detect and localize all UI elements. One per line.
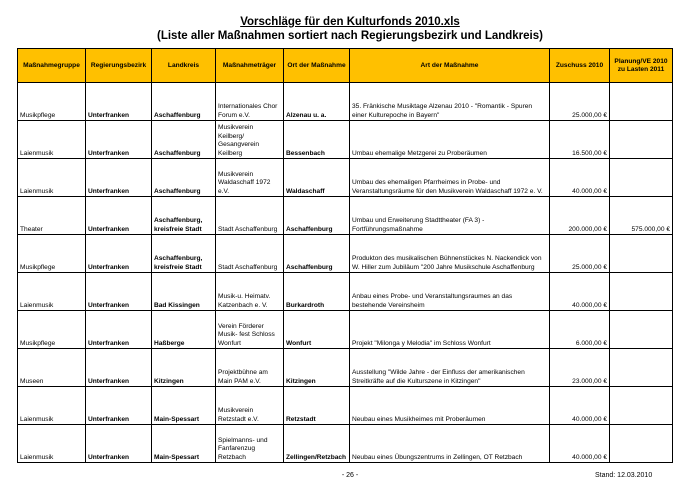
cell-regierungsbezirk: Unterfranken [86, 273, 152, 311]
col-header-massnahmetraeger: Maßnahmeträger [216, 49, 284, 83]
cell-art: Produkton des musikalischen Bühnenstückes N. Nackendick von W. Hiller zum Jubiläum "200 Jahre Musikschule Aschaffenburg [350, 235, 550, 273]
cell-planung [610, 83, 673, 121]
col-header-planung: Planung/VE 2010 zu Lasten 2011 [610, 49, 673, 83]
measures-table [17, 48, 673, 463]
document-subtitle: (Liste aller Maßnahmen sortiert nach Regierungsbezirk und Landkreis) [157, 30, 543, 42]
cell-zuschuss: 23.000,00 € [550, 349, 610, 387]
col-header-art: Art der Maßnahme [350, 49, 550, 83]
cell-massnahmetraeger: Musik-u. Heimatv. Katzenbach e. V. [216, 273, 284, 311]
cell-art: Umbau und Erweiterung Stadttheater (FA 3) - Fortführungsmaßnahme [350, 197, 550, 235]
cell-art: Projekt "Milonga y Melodia" im Schloss Wonfurt [350, 311, 550, 349]
cell-art: Umbau ehemalige Metzgerei zu Proberäumen [350, 121, 550, 159]
cell-landkreis: Main-Spessart [152, 387, 216, 425]
cell-zuschuss: 40.000,00 € [550, 425, 610, 463]
cell-regierungsbezirk: Unterfranken [86, 235, 152, 273]
table-row [18, 273, 673, 311]
cell-ort: Kitzingen [284, 349, 350, 387]
cell-zuschuss: 6.000,00 € [550, 311, 610, 349]
cell-massnahmetraeger: Stadt Aschaffenburg [216, 197, 284, 235]
col-header-regierungsbezirk: Regierungsbezirk [86, 49, 152, 83]
cell-zuschuss: 25.000,00 € [550, 235, 610, 273]
table-row [18, 349, 673, 387]
cell-massnahmetraeger: Verein Förderer Musik- fest Schloss Wonfurt [216, 311, 284, 349]
cell-ort: Aschaffenburg [284, 197, 350, 235]
cell-regierungsbezirk: Unterfranken [86, 159, 152, 197]
col-header-landkreis: Landkreis [152, 49, 216, 83]
cell-landkreis: Aschaffenburg [152, 83, 216, 121]
cell-planung [610, 311, 673, 349]
table-row [18, 425, 673, 463]
cell-massnahmegruppe: Laienmusik [18, 159, 86, 197]
cell-zuschuss: 16.500,00 € [550, 121, 610, 159]
cell-planung [610, 387, 673, 425]
cell-massnahmegruppe: Musikpflege [18, 311, 86, 349]
cell-massnahmegruppe: Laienmusik [18, 121, 86, 159]
cell-regierungsbezirk: Unterfranken [86, 425, 152, 463]
cell-landkreis: Bad Kissingen [152, 273, 216, 311]
cell-landkreis: Haßberge [152, 311, 216, 349]
cell-massnahmegruppe: Theater [18, 197, 86, 235]
cell-art: Neubau eines Übungszentrums in Zellingen, OT Retzbach [350, 425, 550, 463]
table-row [18, 311, 673, 349]
cell-massnahmetraeger: Musikverein Waldaschaff 1972 e.V. [216, 159, 284, 197]
cell-regierungsbezirk: Unterfranken [86, 387, 152, 425]
cell-planung [610, 159, 673, 197]
cell-regierungsbezirk: Unterfranken [86, 311, 152, 349]
cell-landkreis: Aschaffenburg, kreisfreie Stadt [152, 197, 216, 235]
cell-landkreis: Aschaffenburg, kreisfreie Stadt [152, 235, 216, 273]
cell-ort: Wonfurt [284, 311, 350, 349]
cell-ort: Alzenau u. a. [284, 83, 350, 121]
cell-regierungsbezirk: Unterfranken [86, 197, 152, 235]
cell-massnahmegruppe: Musikpflege [18, 235, 86, 273]
cell-massnahmegruppe: Laienmusik [18, 387, 86, 425]
cell-ort: Bessenbach [284, 121, 350, 159]
cell-zuschuss: 40.000,00 € [550, 387, 610, 425]
cell-massnahmegruppe: Museen [18, 349, 86, 387]
cell-zuschuss: 200.000,00 € [550, 197, 610, 235]
cell-regierungsbezirk: Unterfranken [86, 349, 152, 387]
document-title: Vorschläge für den Kulturfonds 2010.xls [240, 16, 460, 28]
cell-planung [610, 425, 673, 463]
cell-zuschuss: 40.000,00 € [550, 273, 610, 311]
table-row [18, 387, 673, 425]
cell-planung: 575.000,00 € [610, 197, 673, 235]
cell-planung [610, 349, 673, 387]
col-header-massnahmegruppe: Maßnahmegruppe [18, 49, 86, 83]
cell-zuschuss: 40.000,00 € [550, 159, 610, 197]
cell-art: Umbau des ehemaligen Pfarrheimes in Probe- und Veranstaltungsräume für den Musikverein Waldaschaff 1972 e. V. [350, 159, 550, 197]
cell-planung [610, 273, 673, 311]
col-header-ort: Ort der Maßnahme [284, 49, 350, 83]
cell-massnahmetraeger: Musikverein Keilberg/ Gesangverein Keilberg [216, 121, 284, 159]
cell-massnahmetraeger: Internationales Chor Forum e.V. [216, 83, 284, 121]
cell-ort: Retzstadt [284, 387, 350, 425]
cell-landkreis: Main-Spessart [152, 425, 216, 463]
cell-ort: Zellingen/Retzbach [284, 425, 350, 463]
page-number: - 26 - [341, 472, 359, 479]
cell-art: Neubau eines Musikheimes mit Proberäumen [350, 387, 550, 425]
table-row [18, 159, 673, 197]
cell-art: Ausstellung "Wilde Jahre - der Einfluss der amerikanischen Streitkräfte auf die Kulturszene in Kitzingen" [350, 349, 550, 387]
cell-regierungsbezirk: Unterfranken [86, 83, 152, 121]
cell-massnahmegruppe: Laienmusik [18, 425, 86, 463]
cell-landkreis: Aschaffenburg [152, 121, 216, 159]
cell-landkreis: Kitzingen [152, 349, 216, 387]
col-header-zuschuss: Zuschuss 2010 [550, 49, 610, 83]
cell-massnahmetraeger: Projektbühne am Main PAM e.V. [216, 349, 284, 387]
cell-massnahmetraeger: Musikverein Retzstadt e.V. [216, 387, 284, 425]
cell-planung [610, 121, 673, 159]
table-row [18, 83, 673, 121]
cell-massnahmegruppe: Laienmusik [18, 273, 86, 311]
cell-art: Anbau eines Probe- und Veranstaltungsraumes an das bestehende Vereinsheim [350, 273, 550, 311]
cell-massnahmetraeger: Spielmanns- und Fanfarenzug Retzbach [216, 425, 284, 463]
cell-zuschuss: 25.000,00 € [550, 83, 610, 121]
cell-ort: Waldaschaff [284, 159, 350, 197]
cell-massnahmegruppe: Musikpflege [18, 83, 86, 121]
cell-massnahmetraeger: Stadt Aschaffenburg [216, 235, 284, 273]
cell-landkreis: Aschaffenburg [152, 159, 216, 197]
cell-planung [610, 235, 673, 273]
stand-date: Stand: 12.03.2010 [595, 472, 653, 479]
table-row [18, 197, 673, 235]
table-header-row [18, 49, 673, 83]
cell-ort: Aschaffenburg [284, 235, 350, 273]
table-row [18, 121, 673, 159]
cell-ort: Burkardroth [284, 273, 350, 311]
cell-art: 35. Fränkische Musiktage Alzenau 2010 - "Romantik - Spuren einer Kulturepoche in Bayern" [350, 83, 550, 121]
table-row [18, 235, 673, 273]
cell-regierungsbezirk: Unterfranken [86, 121, 152, 159]
